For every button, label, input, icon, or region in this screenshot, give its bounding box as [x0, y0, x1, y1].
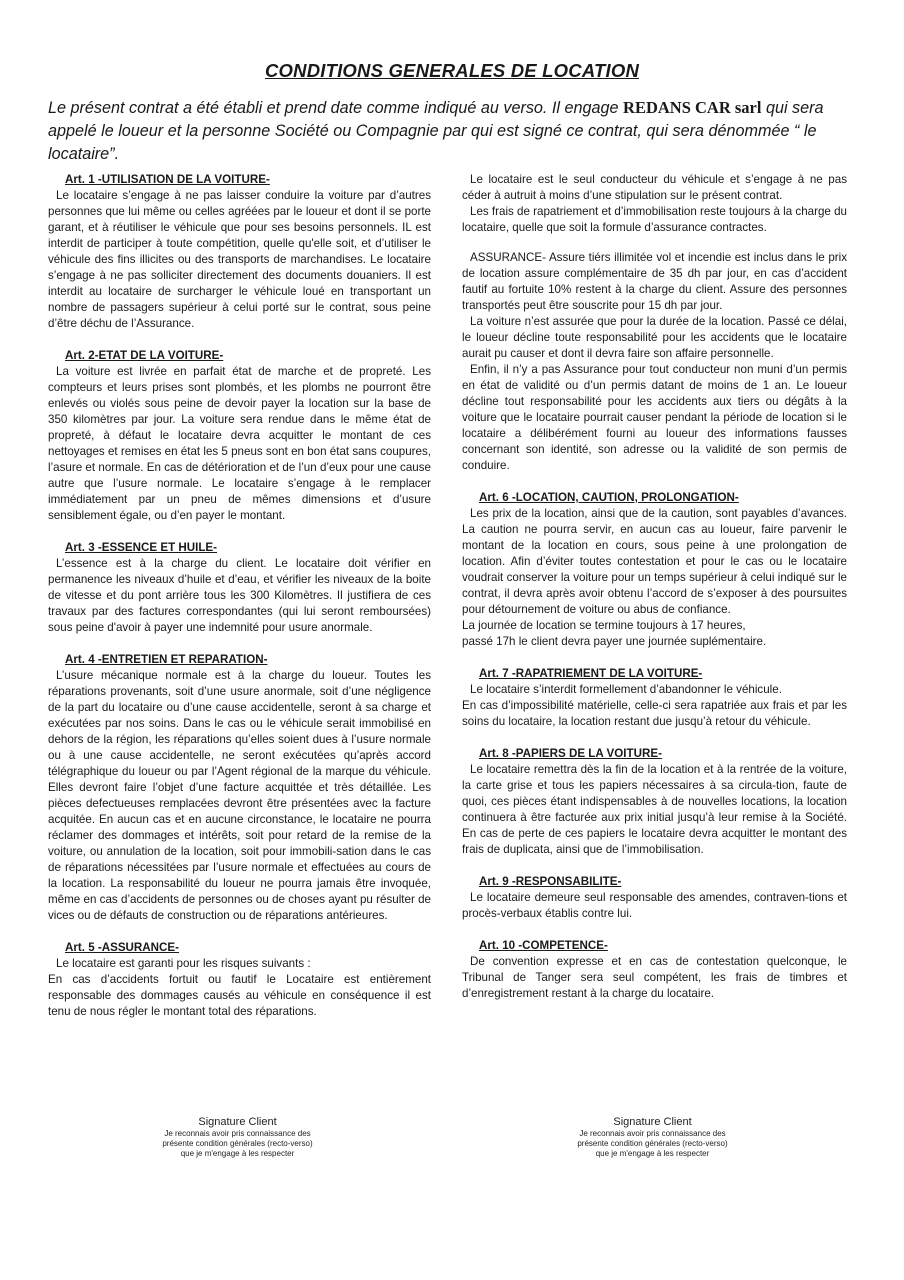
- left-column: [48, 172, 431, 1036]
- article-heading: Art. 9 -RESPONSABILITE-: [479, 875, 622, 888]
- document-title: CONDITIONS GENERALES DE LOCATION: [264, 60, 639, 81]
- article-3: [48, 540, 431, 636]
- article-1: [48, 172, 431, 332]
- article-body: L’essence est à la charge du client. Le locataire doit vérifier en permanence les niveaux d’huile et d’eau, et vérifier les niveaux de la boite de vitesse et du pont arrière tous les 300 Kilomètres. Il justifiera de ces travaux par des factures correspondantes (qui lui seront remboursées) sous peine d'avoir à payer une indemnité pour usure anormale.: [48, 557, 431, 634]
- article-heading: Art. 7 -RAPATRIEMENT DE LA VOITURE-: [479, 667, 703, 680]
- article-2: [48, 348, 431, 524]
- signature-title: Signature Client: [613, 1116, 692, 1128]
- article-9: [462, 874, 847, 922]
- article-body: De convention expresse et en cas de contestation quelconque, le Tribunal de Tanger sera seul compétent, les frais de timbres et d’enregistrement restant à la charge du locataire.: [462, 955, 847, 1000]
- signature-line: Je reconnais avoir pris connaissance des: [579, 1129, 726, 1138]
- paragraph-insurance-duration: La voiture n’est assurée que pour la durée de la location. Passé ce délai, le loueur décline toute responsabilité pour les accidents que le locataire aurait pu causer et dont il devra faire son affaire personnelle.: [462, 315, 847, 360]
- signature-block-left: [125, 1116, 350, 1159]
- article-heading: Art. 2-ETAT DE LA VOITURE-: [65, 349, 224, 362]
- article-8: [462, 746, 847, 858]
- paragraph-sole-driver: Le locataire est le seul conducteur du véhicule et s’engage à ne pas céder à autruit à moins d’une stipulation sur le présent contrat.: [462, 173, 847, 202]
- article-heading: Art. 5 -ASSURANCE-: [65, 941, 180, 954]
- signature-line: présente condition générales (recto-verso): [577, 1139, 728, 1148]
- article-10: [462, 938, 847, 1002]
- article-7: [462, 666, 847, 730]
- article-heading: Art. 6 -LOCATION, CAUTION, PROLONGATION-: [479, 491, 739, 504]
- signature-line: que je m'engage à les respecter: [595, 1149, 710, 1158]
- article-body: Les prix de la location, ainsi que de la caution, sont payables d’avances. La caution ne pourra servir, en aucun cas au loueur, faire parvenir le montant de la location en cours, sous peine à une prolongation de location. Afin d’éviter toutes contestation et pour le cas ou le locataire voudrait conserver la voiture pour un temps supérieur à celui indiqué sur le contrat, il devra après avoir obtenu l’accord de s’exposer à des poursuites pour détournement de voiture ou abus de confiance. La journée de location se termine toujours à 17 heures, passé 17h le client devra payer une journée suplémentaire.: [462, 507, 847, 648]
- paragraph-repatriation-costs: Les frais de rapatriement et d’immobilisation reste toujours à la charge du locataire, quelle que soit la formule d’assurance contractes.: [462, 205, 847, 234]
- article-body: Le locataire est garanti pour les risques suivants : En cas d’accidents fortuit ou fautif le Locataire est entièrement responsable des dommages causés au véhicule en conséquence il est tenu de nous régler le montant total des réparations.: [48, 957, 431, 1018]
- article-heading: Art. 3 -ESSENCE ET HUILE-: [65, 541, 218, 554]
- signature-title: Signature Client: [198, 1116, 277, 1128]
- article-body: L’usure mécanique normale est à la charge du loueur. Toutes les réparations provenants, soit d’une usure anormale, soit d’une négligence de la part du locataire ou d’une cause accidentelle, seront à sa charge et exécutées par nos soins. Dans le cas ou le véhicule serait immobilisé en dehors de la région, les réparations qu’elles soient dues à l’usure normale ou à une cause accidentelle, ne seront exécutées qu’après accord télégraphique du loueur ou par l’Agent régional de la marque du véhicule. Elles devront faire l’objet d’une facture acquittée et très détaillée. Les pièces defectueuses remplacées devront être présentées avec la facture acquitée. En aucun cas et en aucune circonstance, le locataire ne pourra réclamer des dommages et intérêts, soit pour retard de la remise de la voiture, ou annulation de la location, soit pour immobili-sation dans le cas de réparations nécessitées par l’usure normale et effectuées au cours de la location. La responsabilité du loueur ne pourra jamais être invoquée, même en cas d’accidents de personnes ou de choses ayant pu résulter de vices ou de défauts de construction ou de réparations antérieures.: [48, 669, 431, 922]
- signature-block-right: [540, 1116, 765, 1159]
- intro-paragraph: [48, 96, 860, 166]
- intro-end: qui sera appelé le loueur et la personne Société ou Compagnie par qui est signé ce contrat, qui sera dénommée “ le locataire”.: [48, 99, 824, 163]
- article-heading: Art. 8 -PAPIERS DE LA VOITURE-: [479, 747, 662, 760]
- article-5: [48, 940, 431, 1020]
- article-body: Le locataire demeure seul responsable des amendes, contraven-tions et procès-verbaux établis contre lui.: [462, 891, 847, 920]
- right-column: [462, 172, 847, 1018]
- article-heading: Art. 1 -UTILISATION DE LA VOITURE-: [65, 173, 270, 186]
- article-6: [462, 490, 847, 650]
- article-body: Le locataire s’engage à ne pas laisser conduire la voiture par d’autres personnes que lui même ou celles agréées par le loueur et dont il se porte garant, et à réutiliser le véhicule que pour ses besoins personnels. IL est interdit de participer à toute compétition, quelle qu'elle soit, et d’utiliser le véhicule des fins illicites ou des transports de marchandises. Le locataire s’engage à ne pas solliciter directement des documents douaniers. Il est interdit au locataire de surcharger le véhicule loué en transportant un nombre de passagers supérieur à celui porté sur le contrat, sous peine d’être déchu de l’Assurance.: [48, 189, 431, 330]
- paragraph-no-insurance: Enfin, il n’y a pas Assurance pour tout conducteur non muni d’un permis en état de validité ou d’un permis datant de moins de 1 an. Le loueur décline tout responsabilité pour les accidents aux tiers ou dégâts à la voiture que le locataire pourrait causer pendant la période de location si le locataire a délibérément fourni au loueur des informations fausses concernant son identité, son adresse ou la validité de son permis de conduire.: [462, 363, 847, 472]
- article-body: La voiture est livrée en parfait état de marche et de propreté. Les compteurs et leurs prises sont plombés, et les plombs ne pourront être enlevés ou violés sous peine de devoir payer la location sur la base de 350 kilomètres par jour. La voiture sera rendue dans le même état de propreté, à défaut le locataire devra acquitter le montant de ces nettoyages et remises en état les 5 pneus sont en bon état sans coupures, l’asure et normale. En cas de détérioration et de l’un d’eux pour une cause autre que l’usure normale. Le locataire s’engage à le remplacer immédiatement par un pneu de mêmes dimensions et d’usure sensiblement égale, ou d’en payer le montant.: [48, 365, 431, 522]
- signature-line: que je m'engage à les respecter: [180, 1149, 295, 1158]
- intro-start: Le présent contrat a été établi et prend date comme indiqué au verso. Il engage: [48, 99, 624, 117]
- article-body: Le locataire remettra dès la fin de la location et à la rentrée de la voiture, la carte grise et tous les papiers nécessaires à sa circula-tion, faute de quoi, ces pièces étant indispensables à de nouvelles locations, la location continuera à être facturée aux prix initial jusqu’à leur remise à la Société. En cas de perte de ces papiers le locataire devra acquitter le montant des frais de duplicata, ainsi que de l’immobilisation.: [462, 763, 847, 856]
- article-4: [48, 652, 431, 924]
- paragraph-assurance: ASSURANCE- Assure tiérs illimitée vol et incendie est inclus dans le prix de location assure complémentaire de 35 dh par jour, en cas d’accident fautif au fortuite 10% restent à la charge du client. Assure des personnes transportés peut être souscrite pour 15 dh par jour.: [462, 251, 847, 312]
- company-name: REDANS CAR sarl: [623, 98, 762, 117]
- signature-line: Je reconnais avoir pris connaissance des: [164, 1129, 311, 1138]
- signature-line: présente condition générales (recto-verso): [162, 1139, 313, 1148]
- article-heading: Art. 10 -COMPETENCE-: [479, 939, 608, 952]
- article-heading: Art. 4 -ENTRETIEN ET REPARATION-: [65, 653, 268, 666]
- article-body: Le locataire s’interdit formellement d’abandonner le véhicule. En cas d’impossibilité matérielle, celle-ci sera rapatriée aux frais et par les soins du locataire, la location restant due jusqu’à retour du véhicule.: [462, 683, 847, 728]
